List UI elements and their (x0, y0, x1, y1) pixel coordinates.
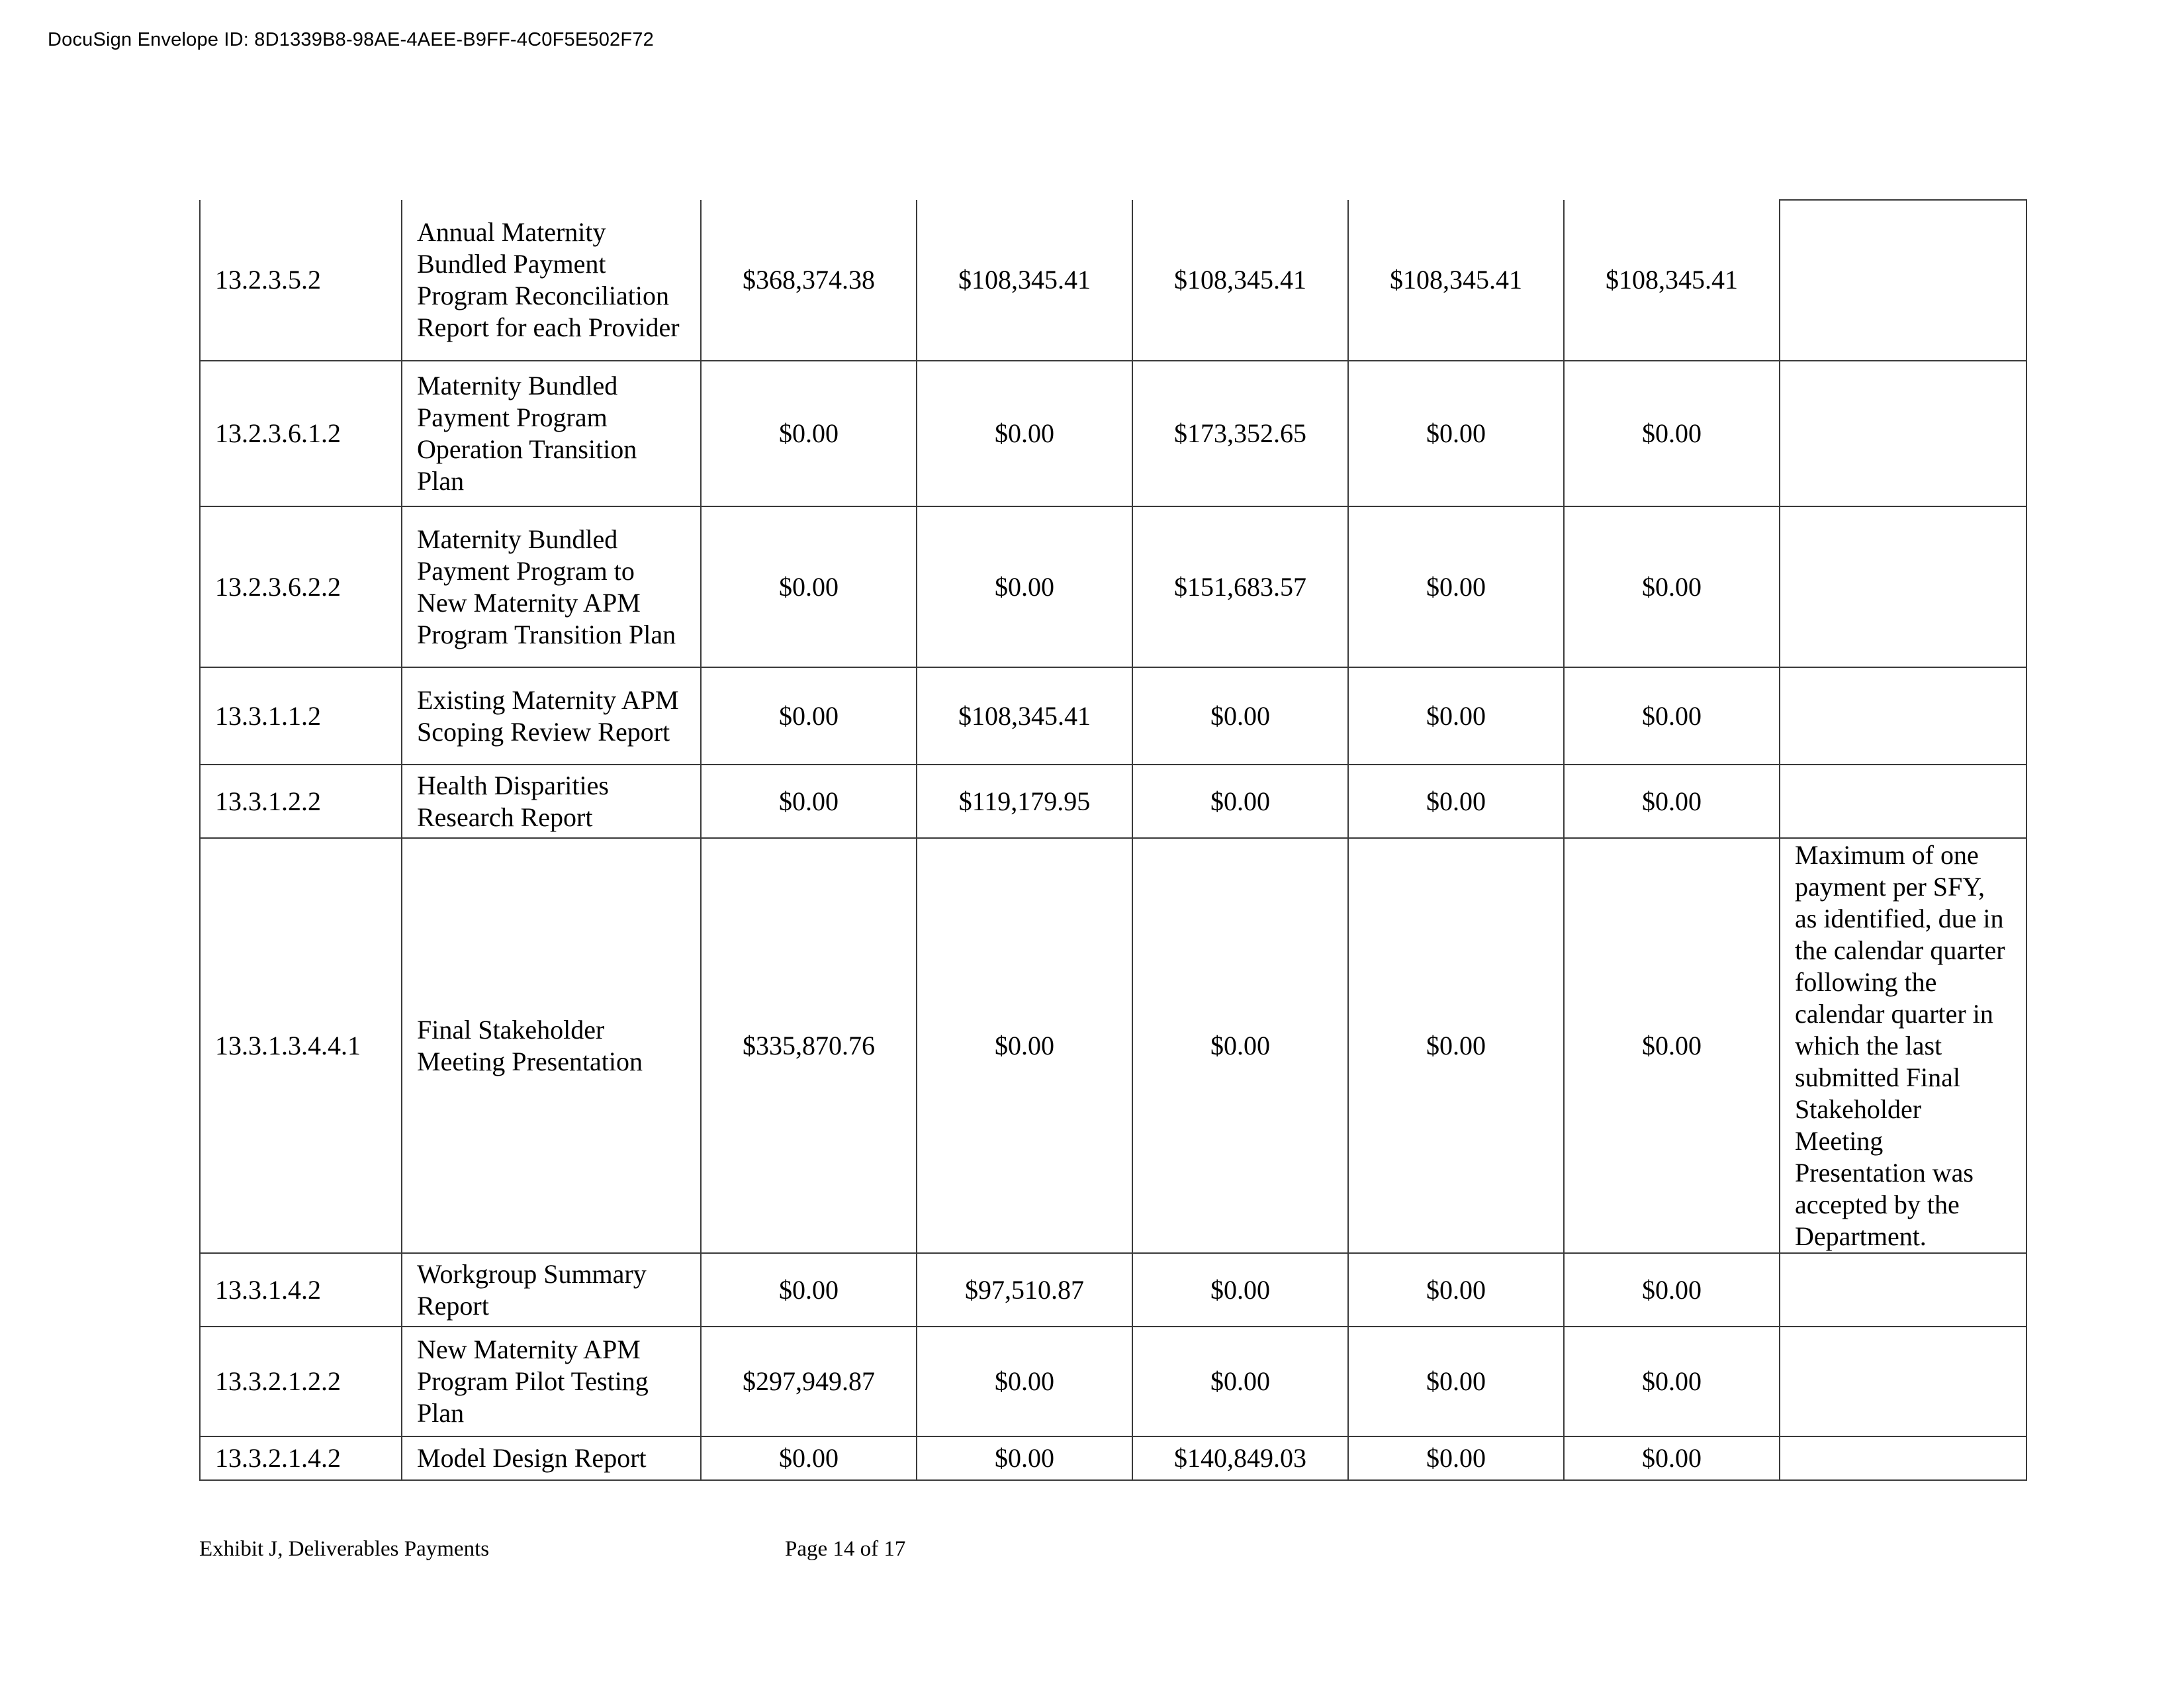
footer-exhibit-label: Exhibit J, Deliverables Payments (199, 1537, 490, 1561)
payment-amount-cell: $0.00 (701, 765, 917, 838)
payment-amount-cell: $108,345.41 (1348, 200, 1564, 361)
payment-notes-cell (1780, 506, 2026, 667)
payment-notes-cell (1780, 1253, 2026, 1327)
payment-amount-cell: $151,683.57 (1132, 506, 1348, 667)
payment-notes-cell: Maximum of one payment per SFY, as identified, due in the calendar quarter following the calendar quarter in which the last submitted Final Stakeholder Meeting Presentation was accepted by the Department. (1780, 838, 2026, 1253)
table-row (200, 361, 2026, 506)
table-row (200, 1436, 2026, 1480)
payment-amount-cell: $0.00 (1132, 1327, 1348, 1436)
payment-amount-cell: $0.00 (1348, 765, 1564, 838)
payment-amount-cell: $0.00 (1564, 667, 1780, 765)
payment-amount-cell: $0.00 (1564, 765, 1780, 838)
payment-amount-cell: $0.00 (917, 1436, 1132, 1480)
deliverable-description-cell: Final Stakeholder Meeting Presentation (402, 838, 701, 1253)
payment-amount-cell: $0.00 (701, 1253, 917, 1327)
payment-amount-cell: $0.00 (1564, 838, 1780, 1253)
payment-amount-cell: $97,510.87 (917, 1253, 1132, 1327)
table-row (200, 1253, 2026, 1327)
payment-amount-cell: $0.00 (1348, 838, 1564, 1253)
deliverable-id-cell: 13.3.1.4.2 (200, 1253, 402, 1327)
payment-amount-cell: $119,179.95 (917, 765, 1132, 838)
payment-notes-cell (1780, 667, 2026, 765)
payment-amount-cell: $0.00 (701, 1436, 917, 1480)
payment-amount-cell: $0.00 (1132, 1253, 1348, 1327)
payment-amount-cell: $0.00 (917, 838, 1132, 1253)
payment-amount-cell: $0.00 (1348, 506, 1564, 667)
table-row (200, 200, 2026, 361)
payment-amount-cell: $335,870.76 (701, 838, 917, 1253)
deliverable-description-cell: Workgroup Summary Report (402, 1253, 701, 1327)
table-row (200, 838, 2026, 1253)
payment-amount-cell: $297,949.87 (701, 1327, 917, 1436)
payment-amount-cell: $0.00 (1564, 506, 1780, 667)
deliverable-id-cell: 13.3.2.1.2.2 (200, 1327, 402, 1436)
payment-amount-cell: $0.00 (1348, 1327, 1564, 1436)
payment-notes-cell (1780, 765, 2026, 838)
payment-amount-cell: $108,345.41 (917, 200, 1132, 361)
payment-amount-cell: $0.00 (1564, 1327, 1780, 1436)
payment-amount-cell: $108,345.41 (1132, 200, 1348, 361)
deliverable-id-cell: 13.2.3.6.1.2 (200, 361, 402, 506)
payment-amount-cell: $0.00 (1348, 361, 1564, 506)
deliverable-description-cell: Health Disparities Research Report (402, 765, 701, 838)
payment-amount-cell: $368,374.38 (701, 200, 917, 361)
deliverable-description-cell: Existing Maternity APM Scoping Review Report (402, 667, 701, 765)
deliverable-id-cell: 13.3.1.1.2 (200, 667, 402, 765)
payment-notes-cell (1780, 361, 2026, 506)
envelope-id: DocuSign Envelope ID: 8D1339B8-98AE-4AEE-B9FF-4C0F5E502F72 (48, 29, 654, 50)
deliverable-description-cell: Maternity Bundled Payment Program Operation Transition Plan (402, 361, 701, 506)
deliverables-payments-table (199, 199, 2027, 1481)
payment-amount-cell: $0.00 (1564, 361, 1780, 506)
footer-page-number: Page 14 of 17 (785, 1537, 906, 1561)
deliverable-id-cell: 13.2.3.5.2 (200, 200, 402, 361)
payment-amount-cell: $0.00 (1348, 1253, 1564, 1327)
payment-amount-cell: $0.00 (1348, 667, 1564, 765)
payment-amount-cell: $173,352.65 (1132, 361, 1348, 506)
payment-amount-cell: $0.00 (1564, 1436, 1780, 1480)
payment-notes-cell (1780, 1327, 2026, 1436)
payment-amount-cell: $0.00 (701, 506, 917, 667)
payment-amount-cell: $0.00 (701, 361, 917, 506)
payment-amount-cell: $140,849.03 (1132, 1436, 1348, 1480)
payment-amount-cell: $0.00 (1564, 1253, 1780, 1327)
deliverable-id-cell: 13.3.2.1.4.2 (200, 1436, 402, 1480)
payment-amount-cell: $0.00 (1132, 667, 1348, 765)
payment-notes-cell (1780, 1436, 2026, 1480)
payment-amount-cell: $0.00 (701, 667, 917, 765)
deliverable-id-cell: 13.3.1.3.4.4.1 (200, 838, 402, 1253)
table-row (200, 506, 2026, 667)
payment-amount-cell: $0.00 (1348, 1436, 1564, 1480)
payment-amount-cell: $0.00 (917, 361, 1132, 506)
payment-amount-cell: $0.00 (1132, 765, 1348, 838)
payment-notes-cell (1780, 200, 2026, 361)
payment-amount-cell: $0.00 (917, 506, 1132, 667)
deliverable-description-cell: Annual Maternity Bundled Payment Program Reconciliation Report for each Provider (402, 200, 701, 361)
deliverable-description-cell: Model Design Report (402, 1436, 701, 1480)
deliverable-description-cell: Maternity Bundled Payment Program to New Maternity APM Program Transition Plan (402, 506, 701, 667)
table-row (200, 765, 2026, 838)
table-row (200, 1327, 2026, 1436)
payment-amount-cell: $0.00 (1132, 838, 1348, 1253)
deliverable-description-cell: New Maternity APM Program Pilot Testing Plan (402, 1327, 701, 1436)
table-row (200, 667, 2026, 765)
payment-amount-cell: $108,345.41 (1564, 200, 1780, 361)
deliverable-id-cell: 13.2.3.6.2.2 (200, 506, 402, 667)
payment-amount-cell: $0.00 (917, 1327, 1132, 1436)
payment-amount-cell: $108,345.41 (917, 667, 1132, 765)
deliverable-id-cell: 13.3.1.2.2 (200, 765, 402, 838)
